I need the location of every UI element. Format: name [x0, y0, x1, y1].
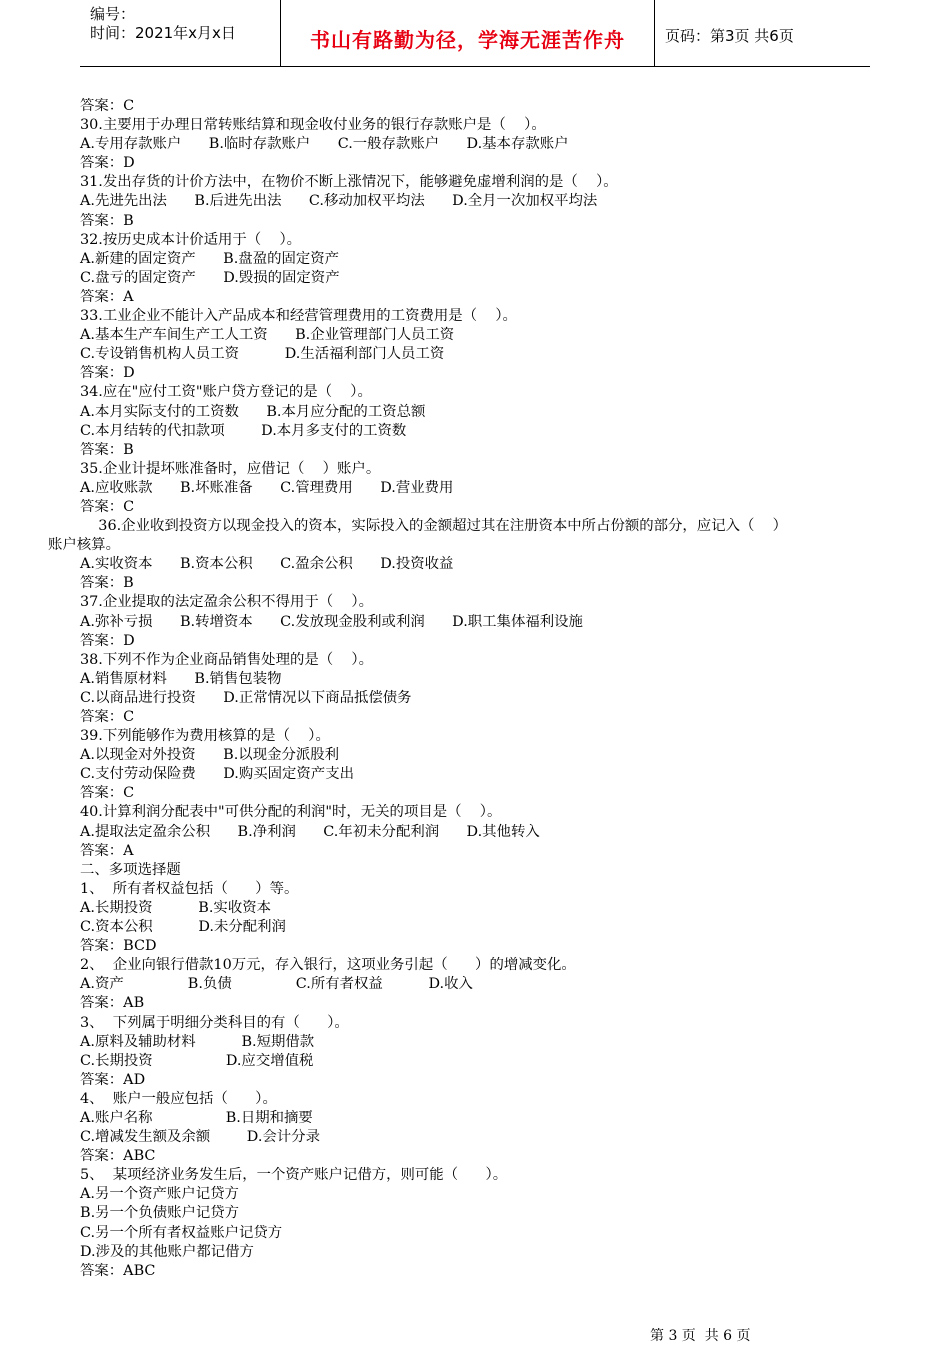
text-line: C.资本公积 D.未分配利润 [80, 919, 286, 936]
text-line: C.支付劳动保险费 D.购买固定资产支出 [80, 766, 354, 783]
text-line: C.以商品进行投资 D.正常情况以下商品抵偿债务 [80, 689, 412, 706]
text-line: A.长期投资 B.实收资本 [80, 899, 271, 916]
text-line: 答案：D [80, 365, 135, 382]
text-line: C.盘亏的固定资产 D.毁损的固定资产 [80, 269, 340, 286]
text-line: 39.下列能够作为费用核算的是（ ）。 [80, 728, 330, 745]
text-line: 答案：ABC [80, 1262, 156, 1279]
text-line: A.销售原材料 B.销售包装物 [80, 670, 282, 687]
text-line: 35.企业计提坏账准备时，应借记（ ）账户。 [80, 460, 381, 477]
text-line: 4、 账户一般应包括（ ）。 [80, 1090, 277, 1107]
page-footer: 第 3 页 共 6 页 [650, 1328, 751, 1344]
header-page-cell [655, 0, 870, 66]
text-line: 答案：B [80, 441, 134, 458]
document-body [0, 97, 950, 1281]
text-line: 2、 企业向银行借款10万元，存入银行，这项业务引起（ ）的增减变化。 [80, 957, 576, 974]
text-line: A.应收账款 B.坏账准备 C.管理费用 D.营业费用 [80, 479, 454, 496]
text-line: A.资产 B.负债 C.所有者权益 D.收入 [80, 976, 473, 993]
page-header [80, 0, 870, 67]
text-line: 答案：D [80, 632, 135, 649]
text-line: C.增减发生额及余额 D.会计分录 [80, 1129, 320, 1146]
header-motto-cell [281, 0, 655, 66]
text-line: A.先进先出法 B.后进先出法 C.移动加权平均法 D.全月一次加权平均法 [80, 193, 598, 210]
text-line: A.另一个资产账户记贷方 [80, 1186, 239, 1203]
text-line: C.长期投资 D.应交增值税 [80, 1052, 314, 1069]
page-number-label: 页码：第3页 共6页 [665, 27, 794, 45]
text-line: 答案：BCD [80, 938, 157, 955]
text-line: A.弥补亏损 B.转增资本 C.发放现金股利或利润 D.职工集体福利设施 [80, 613, 583, 630]
header-meta-cell [80, 0, 281, 66]
text-line: A.专用存款账户 B.临时存款账户 C.一般存款账户 D.基本存款账户 [80, 136, 569, 153]
text-line: A.新建的固定资产 B.盘盈的固定资产 [80, 250, 340, 267]
text-line: 36.企业收到投资方以现金投入的资本，实际投入的金额超过其在注册资本中所占份额的部分，应记入（ ） [80, 518, 788, 535]
text-line: A.账户名称 B.日期和摘要 [80, 1109, 313, 1126]
text-line: 32.按历史成本计价适用于（ ）。 [80, 231, 302, 248]
text-line: 31.发出存货的计价方法中，在物价不断上涨情况下，能够避免虚增利润的是（ ）。 [80, 174, 618, 191]
text-line: A.提取法定盈余公积 B.净利润 C.年初未分配利润 D.其他转入 [80, 823, 540, 840]
text-line: 答案：B [80, 575, 134, 592]
text-line: 3、 下列属于明细分类科目的有（ ）。 [80, 1014, 349, 1031]
text-line: C.专设销售机构人员工资 D.生活福利部门人员工资 [80, 346, 445, 363]
text-line: 答案：C [80, 785, 135, 802]
text-line: A.以现金对外投资 B.以现金分派股利 [80, 747, 340, 764]
text-line: C.另一个所有者权益账户记贷方 [80, 1224, 283, 1241]
text-line: D.涉及的其他账户都记借方 [80, 1243, 254, 1260]
text-line: A.原料及辅助材料 B.短期借款 [80, 1033, 315, 1050]
time-label: 时间：2021年x月x日 [90, 24, 236, 42]
text-line: A.实收资本 B.资本公积 C.盈余公积 D.投资收益 [80, 556, 454, 573]
text-line: 答案：A [80, 842, 134, 859]
text-line: 答案：D [80, 155, 135, 172]
text-line: 答案：C [80, 498, 135, 515]
motto: 书山有路勤为径，学海无涯苦作舟 [310, 28, 625, 52]
text-line: 答案：AB [80, 995, 145, 1012]
text-line: 答案：ABC [80, 1148, 156, 1165]
text-line: 38.下列不作为企业商品销售处理的是（ ）。 [80, 651, 374, 668]
text-line: 5、 某项经济业务发生后，一个资产账户记借方，则可能（ ）。 [80, 1167, 508, 1184]
text-line: 答案：B [80, 212, 134, 229]
text-line: A.基本生产车间生产工人工资 B.企业管理部门人员工资 [80, 327, 455, 344]
text-line: 33.工业企业不能计入产品成本和经营管理费用的工资费用是（ ）。 [80, 308, 517, 325]
text-line: 二、多项选择题 [80, 861, 181, 878]
text-line: 40.计算利润分配表中"可供分配的利润"时，无关的项目是（ ）。 [80, 804, 502, 821]
text-line: 37.企业提取的法定盈余公积不得用于（ ）。 [80, 594, 374, 611]
text-line: 1、 所有者权益包括（ ）等。 [80, 880, 299, 897]
text-line: 答案：AD [80, 1071, 146, 1088]
number-label: 编号： [90, 5, 136, 23]
text-line: C.本月结转的代扣款项 D.本月多支付的工资数 [80, 422, 407, 439]
text-line: 答案：C [80, 98, 135, 114]
text-line: B.另一个负债账户记贷方 [80, 1205, 240, 1222]
text-line: 答案：C [80, 709, 135, 725]
text-line: 账户核算。 [48, 537, 120, 554]
text-line: 答案：A [80, 288, 134, 305]
text-line: 34.应在"应付工资"账户贷方登记的是（ ）。 [80, 384, 372, 401]
text-line: A.本月实际支付的工资数 B.本月应分配的工资总额 [80, 403, 426, 420]
text-line: 30.主要用于办理日常转账结算和现金收付业务的银行存款账户是（ ）。 [80, 117, 546, 134]
